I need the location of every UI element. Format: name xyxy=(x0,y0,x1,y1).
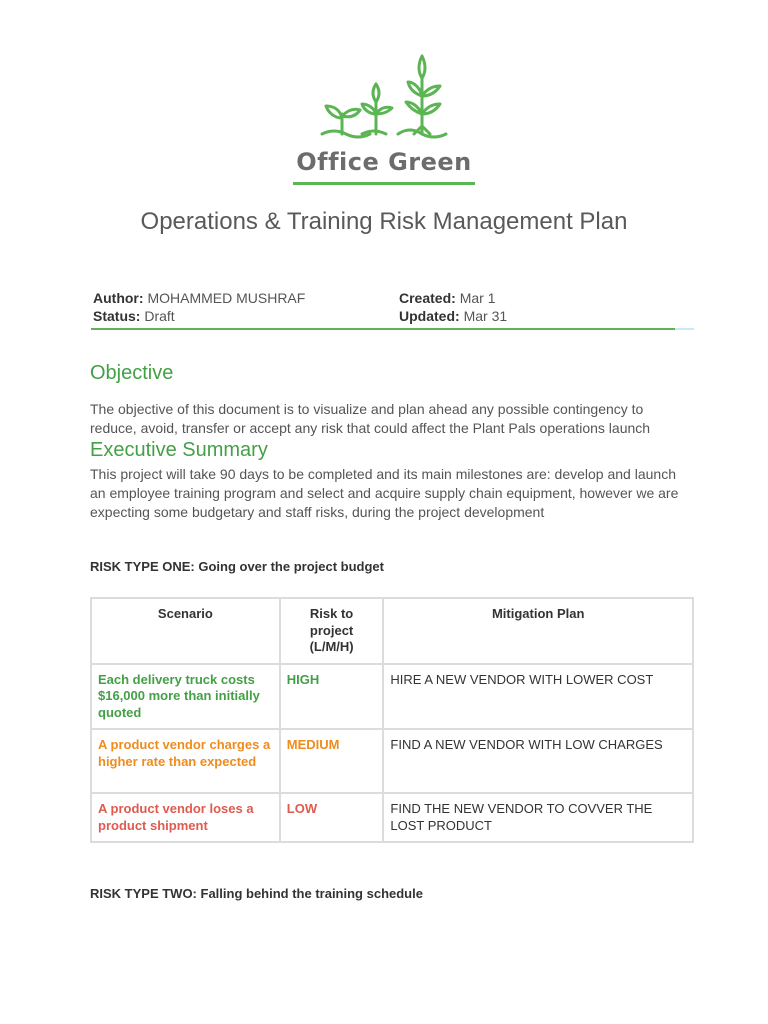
column-header-mitigation: Mitigation Plan xyxy=(383,598,693,664)
table-row xyxy=(91,793,693,842)
column-header-risk-level: Risk to project (L/M/H) xyxy=(280,598,384,664)
risk-type-one-heading: RISK TYPE ONE: Going over the project budget xyxy=(90,559,384,574)
meta-divider-tail xyxy=(675,328,694,330)
objective-text: The objective of this document is to visualize and plan ahead any possible contingency to reduce, avoid, transfer or accept any risk that could affect the Plant Pals operations launch xyxy=(90,401,651,436)
table-row xyxy=(91,729,693,793)
mitigation-cell: FIND THE NEW VENDOR TO COVVER THE LOST PRODUCT xyxy=(383,793,693,842)
status-value: Draft xyxy=(144,308,175,324)
created-label: Created: xyxy=(399,290,456,306)
author-label: Author: xyxy=(93,290,144,306)
document-title: Operations & Training Risk Management Plan xyxy=(140,208,628,235)
risk-level-cell: MEDIUM xyxy=(280,729,384,793)
scenario-cell: A product vendor charges a higher rate than expected xyxy=(91,729,280,793)
meta-divider xyxy=(91,328,675,330)
status-label: Status: xyxy=(93,308,141,324)
column-header-scenario: Scenario xyxy=(91,598,280,664)
scenario-cell: Each delivery truck costs $16,000 more than initially quoted xyxy=(91,664,280,730)
document-meta xyxy=(93,290,693,326)
mitigation-cell: HIRE A NEW VENDOR WITH LOWER COST xyxy=(383,664,693,730)
brand-underline xyxy=(293,182,475,185)
updated-label: Updated: xyxy=(399,308,460,324)
executive-summary-heading: Executive Summary xyxy=(90,439,268,461)
created-field xyxy=(399,290,495,306)
executive-summary-text: This project will take 90 days to be completed and its main milestones are: develop and launch an employee training program and select and acquire supply chain equipment, however we are expecting some budgetary and staff risks, during the project development xyxy=(90,466,679,520)
risk-one-table xyxy=(90,597,694,843)
author-value: MOHAMMED MUSHRAF xyxy=(147,290,306,306)
risk-type-two-heading: RISK TYPE TWO: Falling behind the training schedule xyxy=(90,886,423,901)
created-value: Mar 1 xyxy=(459,290,496,306)
author-field xyxy=(93,290,305,306)
objective-heading: Objective xyxy=(90,362,174,384)
risk-level-cell: HIGH xyxy=(280,664,384,730)
brand-logo xyxy=(0,50,768,185)
status-field xyxy=(93,308,175,324)
mitigation-cell: FIND A NEW VENDOR WITH LOW CHARGES xyxy=(383,729,693,793)
sprouting-plants-icon xyxy=(314,50,454,142)
risk-level-cell: LOW xyxy=(280,793,384,842)
scenario-cell: A product vendor loses a product shipment xyxy=(91,793,280,842)
table-row xyxy=(91,664,693,730)
updated-field xyxy=(399,308,507,324)
updated-value: Mar 31 xyxy=(463,308,508,324)
table-header-row xyxy=(91,598,693,664)
brand-name: Office Green xyxy=(296,148,472,176)
